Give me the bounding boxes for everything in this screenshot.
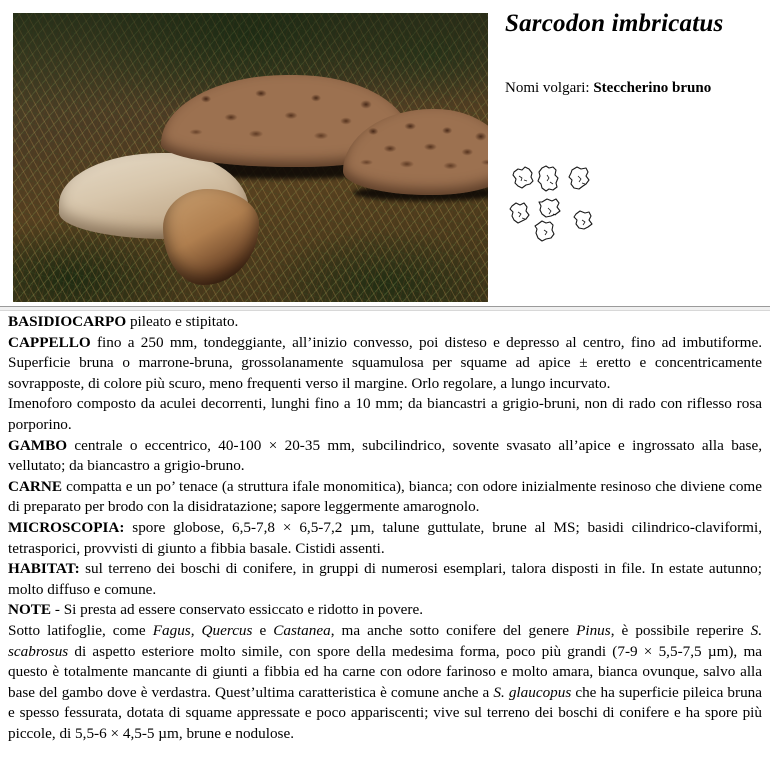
common-name-label: Nomi volgari:	[505, 80, 590, 96]
taxon-name: S. glaucopus	[493, 683, 572, 701]
common-name-value: Steccherino bruno	[593, 80, 712, 96]
description-paragraph: HABITAT: sul terreno dei boschi di conifere, in gruppi di numerosi esemplari, talora disposti in file. In estate autunno; molto diffuso e comune.	[8, 560, 762, 598]
taxon-name: Fagus, Quercus	[152, 621, 253, 639]
taxon-name: S. scabrosus	[8, 621, 763, 660]
spore-illustration	[500, 158, 610, 248]
section-term: BASIDIOCARPO	[8, 313, 127, 330]
title-block	[505, 8, 763, 98]
section-term: MICROSCOPIA:	[8, 518, 125, 536]
description-paragraph: CARNE compatta e un po’ tenace (a struttura ifale monomitica), bianca; con odore inizialmente resinoso che diviene come di preparato per brodo con la disidratazione; sapore leggermente amarognolo.	[8, 477, 762, 516]
description-paragraph: MICROSCOPIA: spore globose, 6,5-7,8 × 6,5-7,2 µm, talune guttulate, brune al MS; basidi cilindrico-claviformi, tetrasporici, provvisti di giunto a fibbia basale. Cistidi assenti.	[8, 518, 762, 557]
header-region	[0, 0, 770, 302]
description-paragraph: GAMBO centrale o eccentrico, 40-100 × 20-35 mm, subcilindrico, sovente svasato all’apice e ingrossato alla base, vellutato; da biancastro a grigio-bruno.	[8, 436, 762, 475]
description-body	[8, 312, 762, 744]
description-paragraph: Imenoforo composto da aculei decorrenti, lunghi fino a 10 mm; da biancastri a grigio-bruni, non di rado con riflesso rosa porporino.	[8, 395, 762, 433]
section-term: NOTE	[8, 601, 52, 619]
description-paragraph: BASIDIOCARPO pileato e stipitato.	[8, 313, 239, 330]
section-term: HABITAT:	[8, 560, 80, 578]
description-paragraph: CAPPELLO fino a 250 mm, tondeggiante, all’inizio convesso, poi disteso e depresso al centro, fino ad imbutiforme. Superficie bruna o marrone-bruna, grossolanamente squamulosa per squame ad apice ± eretto e concentricamente sovrapposte, di colore più scuro, meno frequenti verso il margine. Orlo regolare, a lungo incurvato.	[8, 333, 762, 392]
photo-canvas	[13, 13, 488, 302]
species-photo	[13, 13, 488, 302]
species-name: Sarcodon imbricatus	[505, 10, 724, 37]
section-term: CARNE	[8, 477, 63, 495]
section-term: CAPPELLO	[8, 333, 91, 351]
section-divider	[0, 306, 770, 311]
common-name-line	[505, 79, 763, 98]
note-paragraph: Sotto latifoglie, come Fagus, Quercus e Castanea, ma anche sotto conifere del genere Pinus, è possibile reperire S. scabrosus di aspetto esteriore molto simile, con spore della medesima forma, poco più grandi (7-9 × 5,5-7,5 µm), ma questo è totalmente mancante di giunti a fibbia ed ha carne con odore farinoso e molto amara, bianca ovunque, salvo alla base del gambo dove è verdastra. Quest’ultima caratteristica è comune anche a S. glaucopus che ha superficie pileica bruna e spesso fessurata, dotata di squame appressate e poco appariscenti; vive sul terreno dei boschi di conifere e ha spore più piccole, di 5,5-6 × 4,5-5 µm, brune e nodulose.	[8, 621, 763, 742]
section-term: GAMBO	[8, 436, 68, 454]
taxon-name: Castanea	[273, 621, 331, 639]
description-paragraph: NOTE - Si presta ad essere conservato essiccato e ridotto in povere.	[8, 601, 424, 619]
taxon-name: Pinus	[576, 621, 611, 639]
